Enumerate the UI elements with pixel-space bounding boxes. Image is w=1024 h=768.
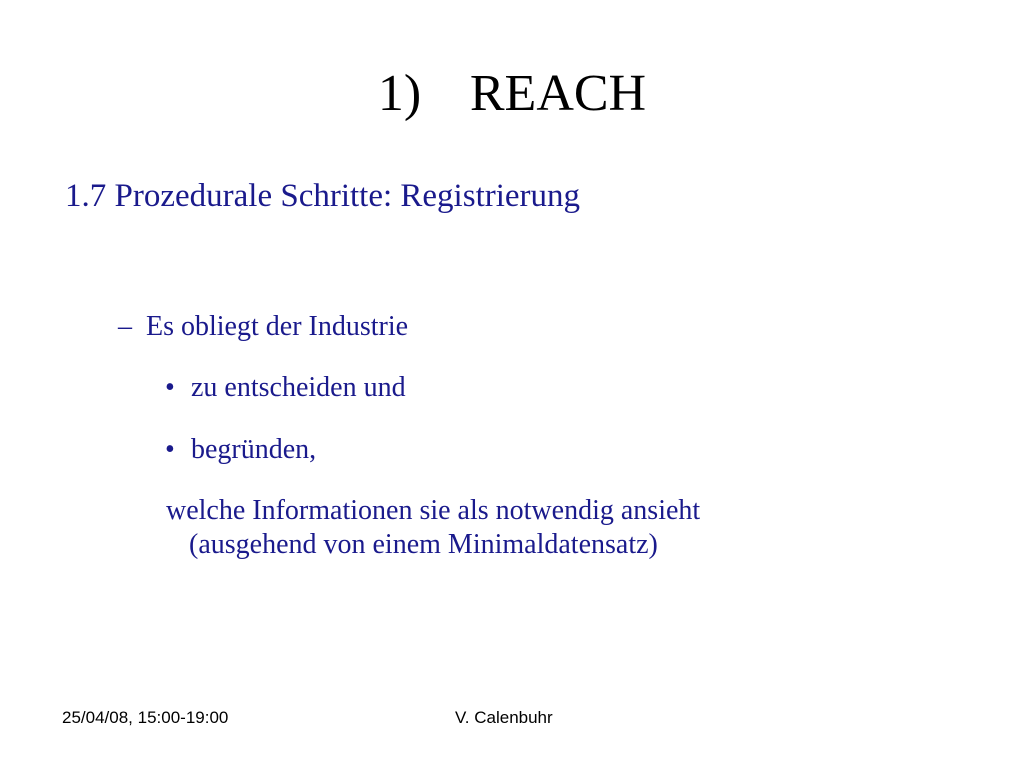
bullet-marker-1: • — [165, 372, 175, 403]
dash-item-text: Es obliegt der Industrie — [146, 311, 409, 342]
continuation-line-2: (ausgehend von einem Minimaldatensatz) — [189, 529, 658, 560]
title-number: 1) — [377, 65, 422, 122]
continuation-line-1: welche Informationen sie als notwendig ansieht — [166, 495, 701, 526]
bullet-item-2: begründen, — [191, 434, 317, 465]
slide-title — [0, 62, 1024, 126]
footer-date: 25/04/08, 15:00-19:00 — [62, 708, 229, 727]
bullet-marker-2: • — [165, 434, 175, 465]
title-text: REACH — [469, 65, 647, 122]
bullet-item-1: zu entscheiden und — [191, 372, 406, 403]
slide-subtitle: 1.7 Prozedurale Schritte: Registrierung — [65, 178, 581, 214]
dash-marker: – — [118, 311, 132, 342]
footer-author: V. Calenbuhr — [455, 708, 553, 727]
